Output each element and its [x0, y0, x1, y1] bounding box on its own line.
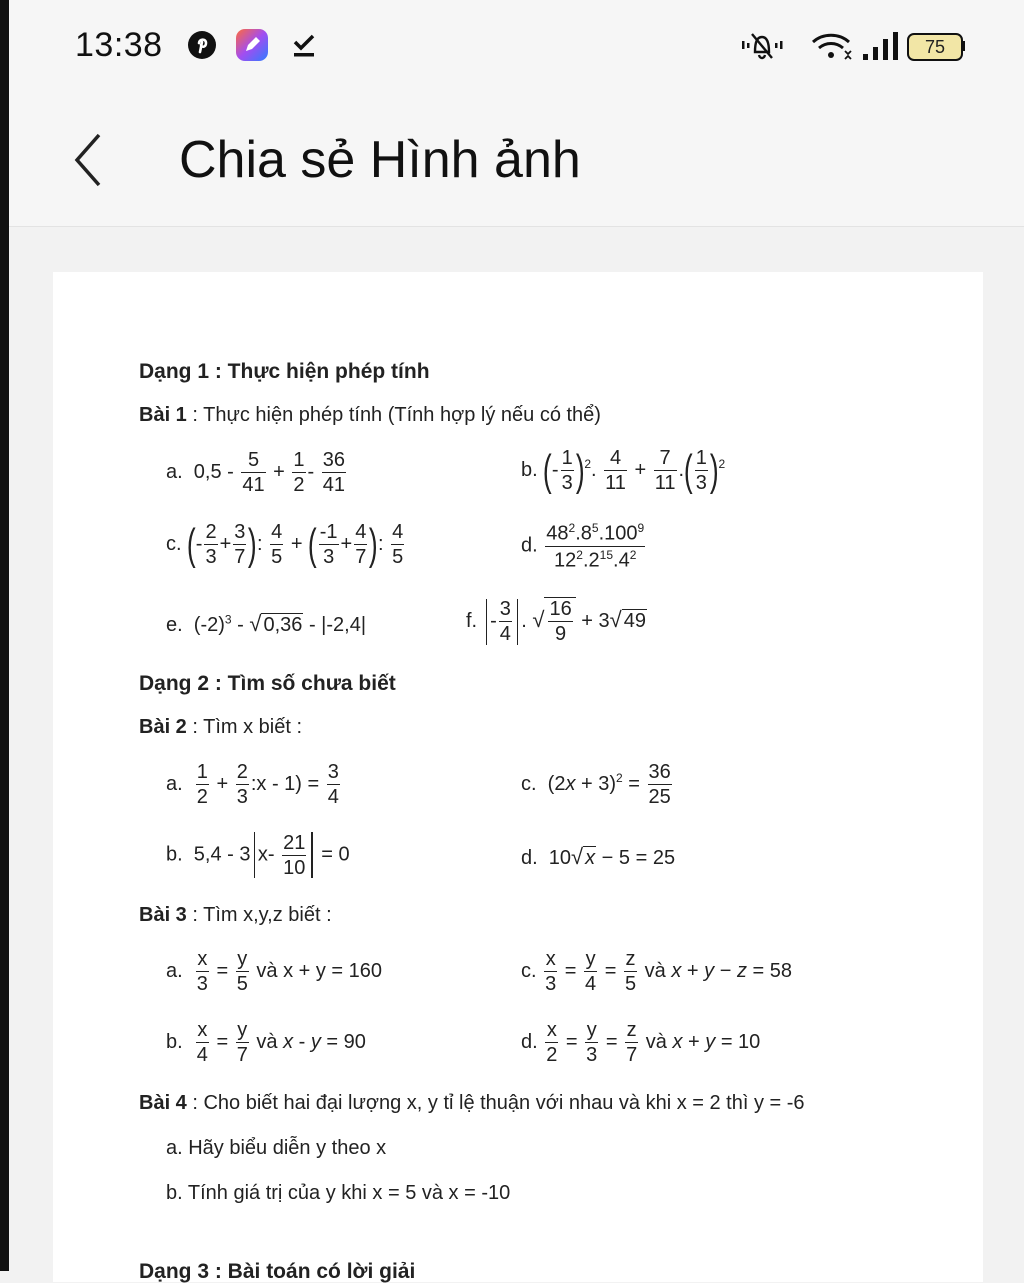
ex2-b: b. 5,4 - 3 x- $\frac{21}{10}$ = 0 [166, 831, 350, 879]
ex4-b: b. Tính giá trị của y khi x = 5 và x = -10 [166, 1182, 511, 1204]
shared-image [53, 272, 983, 1282]
exercise-4-label: Bài 4 [139, 1092, 187, 1114]
ex1-e: e. $(-2)^3$ - √ 0,36 - |-2,4| [166, 611, 367, 636]
battery-level: 75 [924, 37, 946, 57]
signal-icon [861, 30, 901, 62]
exercise-4-text: : Cho biết hai đại lượng x, y tỉ lệ thuận với nhau và khi x = 2 thì y = -6 [186, 1092, 805, 1114]
exercise-3-text: : Tìm x,y,z biết : [186, 904, 332, 926]
ex4-a: a. Hãy biểu diễn y theo x [166, 1137, 387, 1159]
status-time: 13:38 [75, 26, 163, 64]
ex1-d: d. $\frac{48^2.8^5.100^9}{12^2.2^{15}.4^2}$ [521, 521, 645, 572]
exercise-3-heading [139, 905, 332, 925]
back-arrow-icon[interactable] [65, 130, 115, 190]
exercise-1-heading [139, 405, 601, 425]
ex3-b: b. $\frac{x}{4}$ = $\frac{y}{7}$ và x - y = 90 [166, 1019, 366, 1066]
pinterest-icon [187, 30, 217, 60]
exercise-2-heading [139, 717, 302, 737]
exercise-4-heading [139, 1093, 805, 1113]
section-title-1: Dạng 1 : Thực hiện phép tính [139, 360, 430, 383]
ex1-f: f. - $\frac{3}{4}$ . √ $\frac{16}{9}$ + 3√ 49 [466, 598, 646, 645]
battery-tip [962, 41, 965, 51]
section-title-2: Dạng 2 : Tìm số chưa biết [139, 672, 396, 695]
ex1-c: c. (- $\frac{2}{3}$ + $\frac{3}{7}$ ): $\frac{4}{5}$ + ( $\frac{-1}{3}$ + $\frac{4}{7}$ ): $\frac{4}{5}$ [166, 519, 404, 569]
ex3-d: d. $\frac{x}{2}$ = $\frac{y}{3}$ = $\frac{z}{7}$ và x + y = 10 [521, 1019, 761, 1066]
page-title: Chia sẻ Hình ảnh [179, 131, 581, 189]
exercise-2-text: : Tìm x biết : [186, 716, 303, 738]
exercise-1-label: Bài 1 [139, 404, 187, 426]
section-title-3: Dạng 3 : Bài toán có lời giải [139, 1260, 416, 1283]
ex3-a: a. $\frac{x}{3}$ = $\frac{y}{5}$ và x + y = 160 [166, 948, 383, 995]
ex2-a: a. $\frac{1}{2}$ + $\frac{2}{3}$ :x - 1) = $\frac{3}{4}$ [166, 761, 339, 808]
download-done-icon [289, 30, 319, 60]
ex3-c: c. $\frac{x}{3}$ = $\frac{y}{4}$ = $\frac{z}{5}$ và x + y − z = 58 [521, 948, 792, 995]
vibrate-silent-icon [739, 30, 785, 62]
status-bar [9, 0, 1024, 90]
ex1-b: b. (- $\frac{1}{3}$ )$^2$. $\frac{4}{11}$ + $\frac{7}{11}$ .( $\frac{1}{3}$ )$^2$ [521, 445, 726, 495]
screen-edge [0, 0, 9, 1271]
exercise-1-text: : Thực hiện phép tính (Tính hợp lý nếu có thể) [186, 404, 601, 426]
exercise-2-label: Bài 2 [139, 716, 187, 738]
exercise-3-label: Bài 3 [139, 904, 187, 926]
app-icon [235, 28, 269, 62]
battery-indicator [907, 33, 963, 61]
title-bar [9, 90, 1024, 227]
ex2-c: c. $(2x + 3)^2$ = $\frac{36}{25}$ [521, 761, 671, 808]
ex2-d: d. 10√ x − 5 = 25 [521, 844, 676, 869]
wifi-icon [809, 30, 853, 62]
ex1-a: a. 0,5 - $\frac{5}{41}$ + $\frac{1}{2}$ - $\frac{36}{41}$ [166, 449, 346, 496]
